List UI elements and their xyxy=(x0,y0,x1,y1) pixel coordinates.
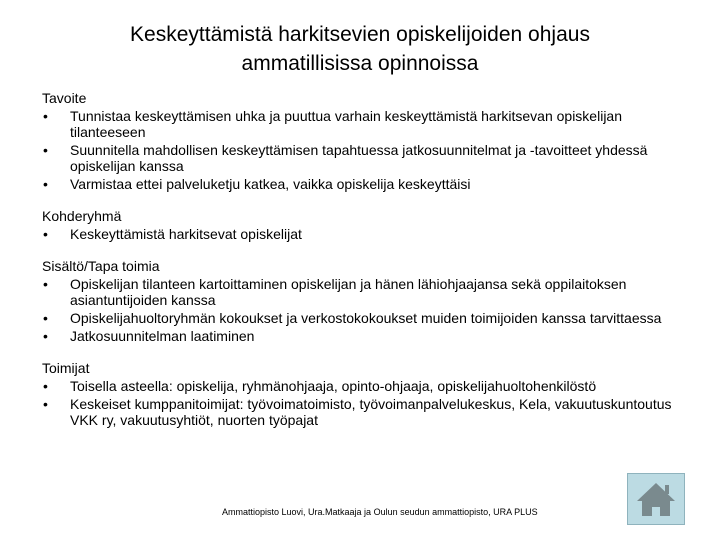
section-kohderyhma xyxy=(42,208,682,242)
section-heading: Tavoite xyxy=(42,90,87,106)
title-line-2: ammatillisissa opinnoissa xyxy=(241,52,479,75)
bullet: • xyxy=(43,142,48,158)
bullet: • xyxy=(43,108,48,124)
list-item-text: Varmistaa ettei palveluketju katkea, vaikka opiskelija keskeyttäisi xyxy=(70,176,471,192)
bullet: • xyxy=(43,176,48,192)
list-item xyxy=(42,396,682,428)
list-item xyxy=(42,108,682,140)
list-item-text: Tunnistaa keskeyttämisen uhka ja puuttua varhain keskeyttämistä harkitsevan opiskelijan tilanteeseen xyxy=(70,108,622,140)
list-item xyxy=(42,226,682,242)
list-item-text: Opiskelijahuoltoryhmän kokoukset ja verkostokokoukset muiden toimijoiden kanssa tarvittaessa xyxy=(70,310,662,326)
section-heading: Kohderyhmä xyxy=(42,208,122,224)
section-tavoite xyxy=(42,90,682,192)
list-item-text: Jatkosuunnitelman laatiminen xyxy=(70,328,255,344)
list-item xyxy=(42,176,682,192)
bullet: • xyxy=(43,310,48,326)
slide-title xyxy=(60,20,660,78)
bullet: • xyxy=(43,396,48,412)
bullet: • xyxy=(43,276,48,292)
list-item xyxy=(42,310,682,326)
bullet: • xyxy=(43,328,48,344)
list-item-text: Keskeyttämistä harkitsevat opiskelijat xyxy=(70,226,302,242)
list-item xyxy=(42,378,682,394)
list-item-text: Keskeiset kumppanitoimijat: työvoimatoimisto, työvoimanpalvelukeskus, Kela, vakuutuskuntoutus VKK ry, vakuutusyhtiöt, nuorten työpajat xyxy=(70,396,672,428)
home-button[interactable] xyxy=(627,473,685,525)
list-item-text: Suunnitella mahdollisen keskeyttämisen tapahtuessa jatkosuunnitelmat ja -tavoitteet yhdessä opiskelijan kanssa xyxy=(70,142,648,174)
section-sisalto xyxy=(42,258,682,344)
slide-footer: Ammattiopisto Luovi, Ura.Matkaaja ja Oulun seudun ammattiopisto, URA PLUS xyxy=(222,507,538,517)
list-item xyxy=(42,276,682,308)
slide-content xyxy=(42,90,682,444)
list-item-text: Opiskelijan tilanteen kartoittaminen opiskelijan ja hänen lähiohjaajansa sekä oppilaitoksen asiantuntijoiden kanssa xyxy=(70,276,627,308)
title-line-1: Keskeyttämistä harkitsevien opiskelijoiden ohjaus xyxy=(130,23,590,46)
bullet: • xyxy=(43,378,48,394)
bullet: • xyxy=(43,226,48,242)
section-toimijat xyxy=(42,360,682,428)
list-item xyxy=(42,142,682,174)
section-heading: Toimijat xyxy=(42,360,90,376)
section-heading: Sisältö/Tapa toimia xyxy=(42,258,160,274)
home-icon xyxy=(628,474,684,524)
list-item xyxy=(42,328,682,344)
list-item-text: Toisella asteella: opiskelija, ryhmänohjaaja, opinto-ohjaaja, opiskelijahuoltohenkilöstö xyxy=(70,378,597,394)
